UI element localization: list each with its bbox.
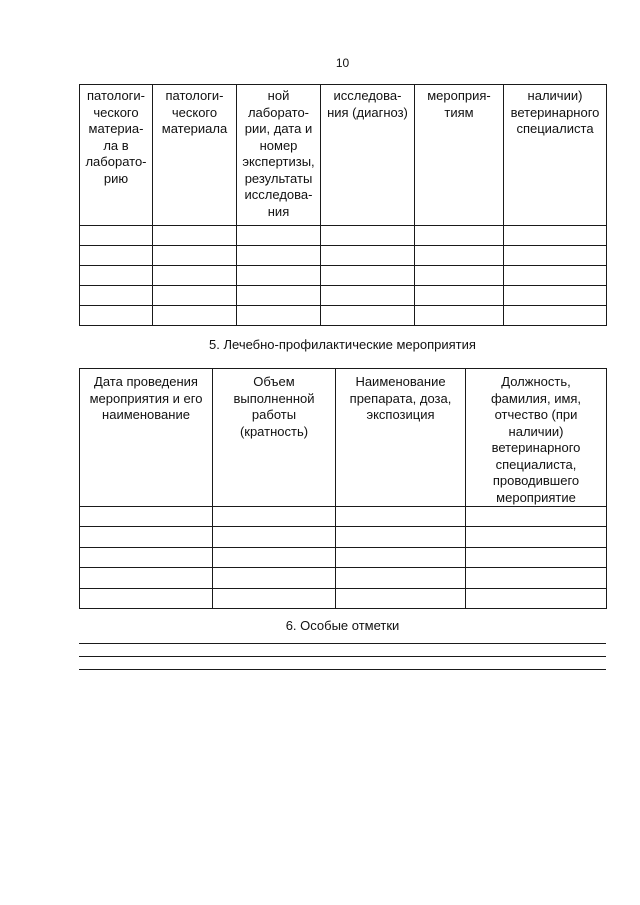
- table-cell: [237, 306, 321, 326]
- table-cell: [321, 266, 415, 286]
- table-cell: [415, 266, 504, 286]
- table-cell: [466, 507, 607, 527]
- header-cell: патологи- ческого материа- ла в лаборато- рию: [80, 85, 153, 226]
- table-cell: [213, 588, 336, 608]
- table-cell: [321, 286, 415, 306]
- table-cell: [336, 547, 466, 567]
- table-row: [80, 568, 607, 588]
- table-cell: [80, 286, 153, 306]
- section-title: 6. Особые отметки: [285, 618, 400, 633]
- table-cell: [415, 306, 504, 326]
- table-cell: [466, 588, 607, 608]
- table-cell: [504, 286, 607, 306]
- table-cell: [415, 246, 504, 266]
- table-row: [80, 547, 607, 567]
- table-row: [80, 306, 607, 326]
- table-row: [80, 527, 607, 547]
- table-cell: [504, 266, 607, 286]
- table-row: [80, 286, 607, 306]
- table-cell: [466, 568, 607, 588]
- table-cell: [153, 226, 237, 246]
- table-cell: [321, 226, 415, 246]
- laboratory-table: [79, 84, 607, 326]
- table-cell: [504, 226, 607, 246]
- table-header-row: [80, 369, 607, 507]
- header-cell: исследова- ния (диагноз): [321, 85, 415, 226]
- table-cell: [153, 306, 237, 326]
- table-cell: [80, 507, 213, 527]
- table-row: [80, 507, 607, 527]
- header-cell: Объем выполненной работы (кратность): [213, 369, 336, 507]
- header-cell: Наименование препарата, доза, экспозиция: [336, 369, 466, 507]
- table-cell: [80, 266, 153, 286]
- header-cell: Дата проведения мероприятия и его наименование: [80, 369, 213, 507]
- table-row: [80, 226, 607, 246]
- header-cell: мероприя- тиям: [415, 85, 504, 226]
- header-cell: патологи- ческого материала: [153, 85, 237, 226]
- table-cell: [415, 226, 504, 246]
- table-cell: [321, 246, 415, 266]
- table-cell: [213, 507, 336, 527]
- table-cell: [80, 527, 213, 547]
- header-cell: наличии) ветеринарного специалиста: [504, 85, 607, 226]
- header-cell: ной лаборато- рии, дата и номер экспертизы, результаты исследова- ния: [237, 85, 321, 226]
- table-cell: [237, 246, 321, 266]
- table-cell: [504, 246, 607, 266]
- note-line: [79, 656, 606, 657]
- table-cell: [466, 547, 607, 567]
- table-cell: [504, 306, 607, 326]
- table-row: [80, 266, 607, 286]
- table-row: [80, 246, 607, 266]
- table-cell: [80, 568, 213, 588]
- table-cell: [213, 527, 336, 547]
- table-cell: [336, 568, 466, 588]
- table-cell: [237, 226, 321, 246]
- note-line: [79, 669, 606, 670]
- table-cell: [153, 266, 237, 286]
- section-title: 5. Лечебно-профилактические мероприятия: [209, 337, 476, 352]
- table-cell: [153, 286, 237, 306]
- table-cell: [336, 527, 466, 547]
- table-row: [80, 588, 607, 608]
- table-cell: [213, 547, 336, 567]
- treatment-table: [79, 368, 607, 609]
- table-cell: [336, 588, 466, 608]
- table-cell: [153, 246, 237, 266]
- table-cell: [466, 527, 607, 547]
- table-cell: [237, 266, 321, 286]
- table-cell: [80, 246, 153, 266]
- table-cell: [80, 226, 153, 246]
- table-cell: [80, 547, 213, 567]
- table-cell: [321, 306, 415, 326]
- page-number: 10: [335, 56, 350, 70]
- table-cell: [336, 507, 466, 527]
- note-line: [79, 643, 606, 644]
- table-cell: [213, 568, 336, 588]
- table-header-row: [80, 85, 607, 226]
- table-cell: [80, 588, 213, 608]
- table-cell: [80, 306, 153, 326]
- table-cell: [415, 286, 504, 306]
- header-cell: Должность, фамилия, имя, отчество (при наличии) ветеринарного специалиста, проводившего мероприятие: [466, 369, 607, 507]
- table-cell: [237, 286, 321, 306]
